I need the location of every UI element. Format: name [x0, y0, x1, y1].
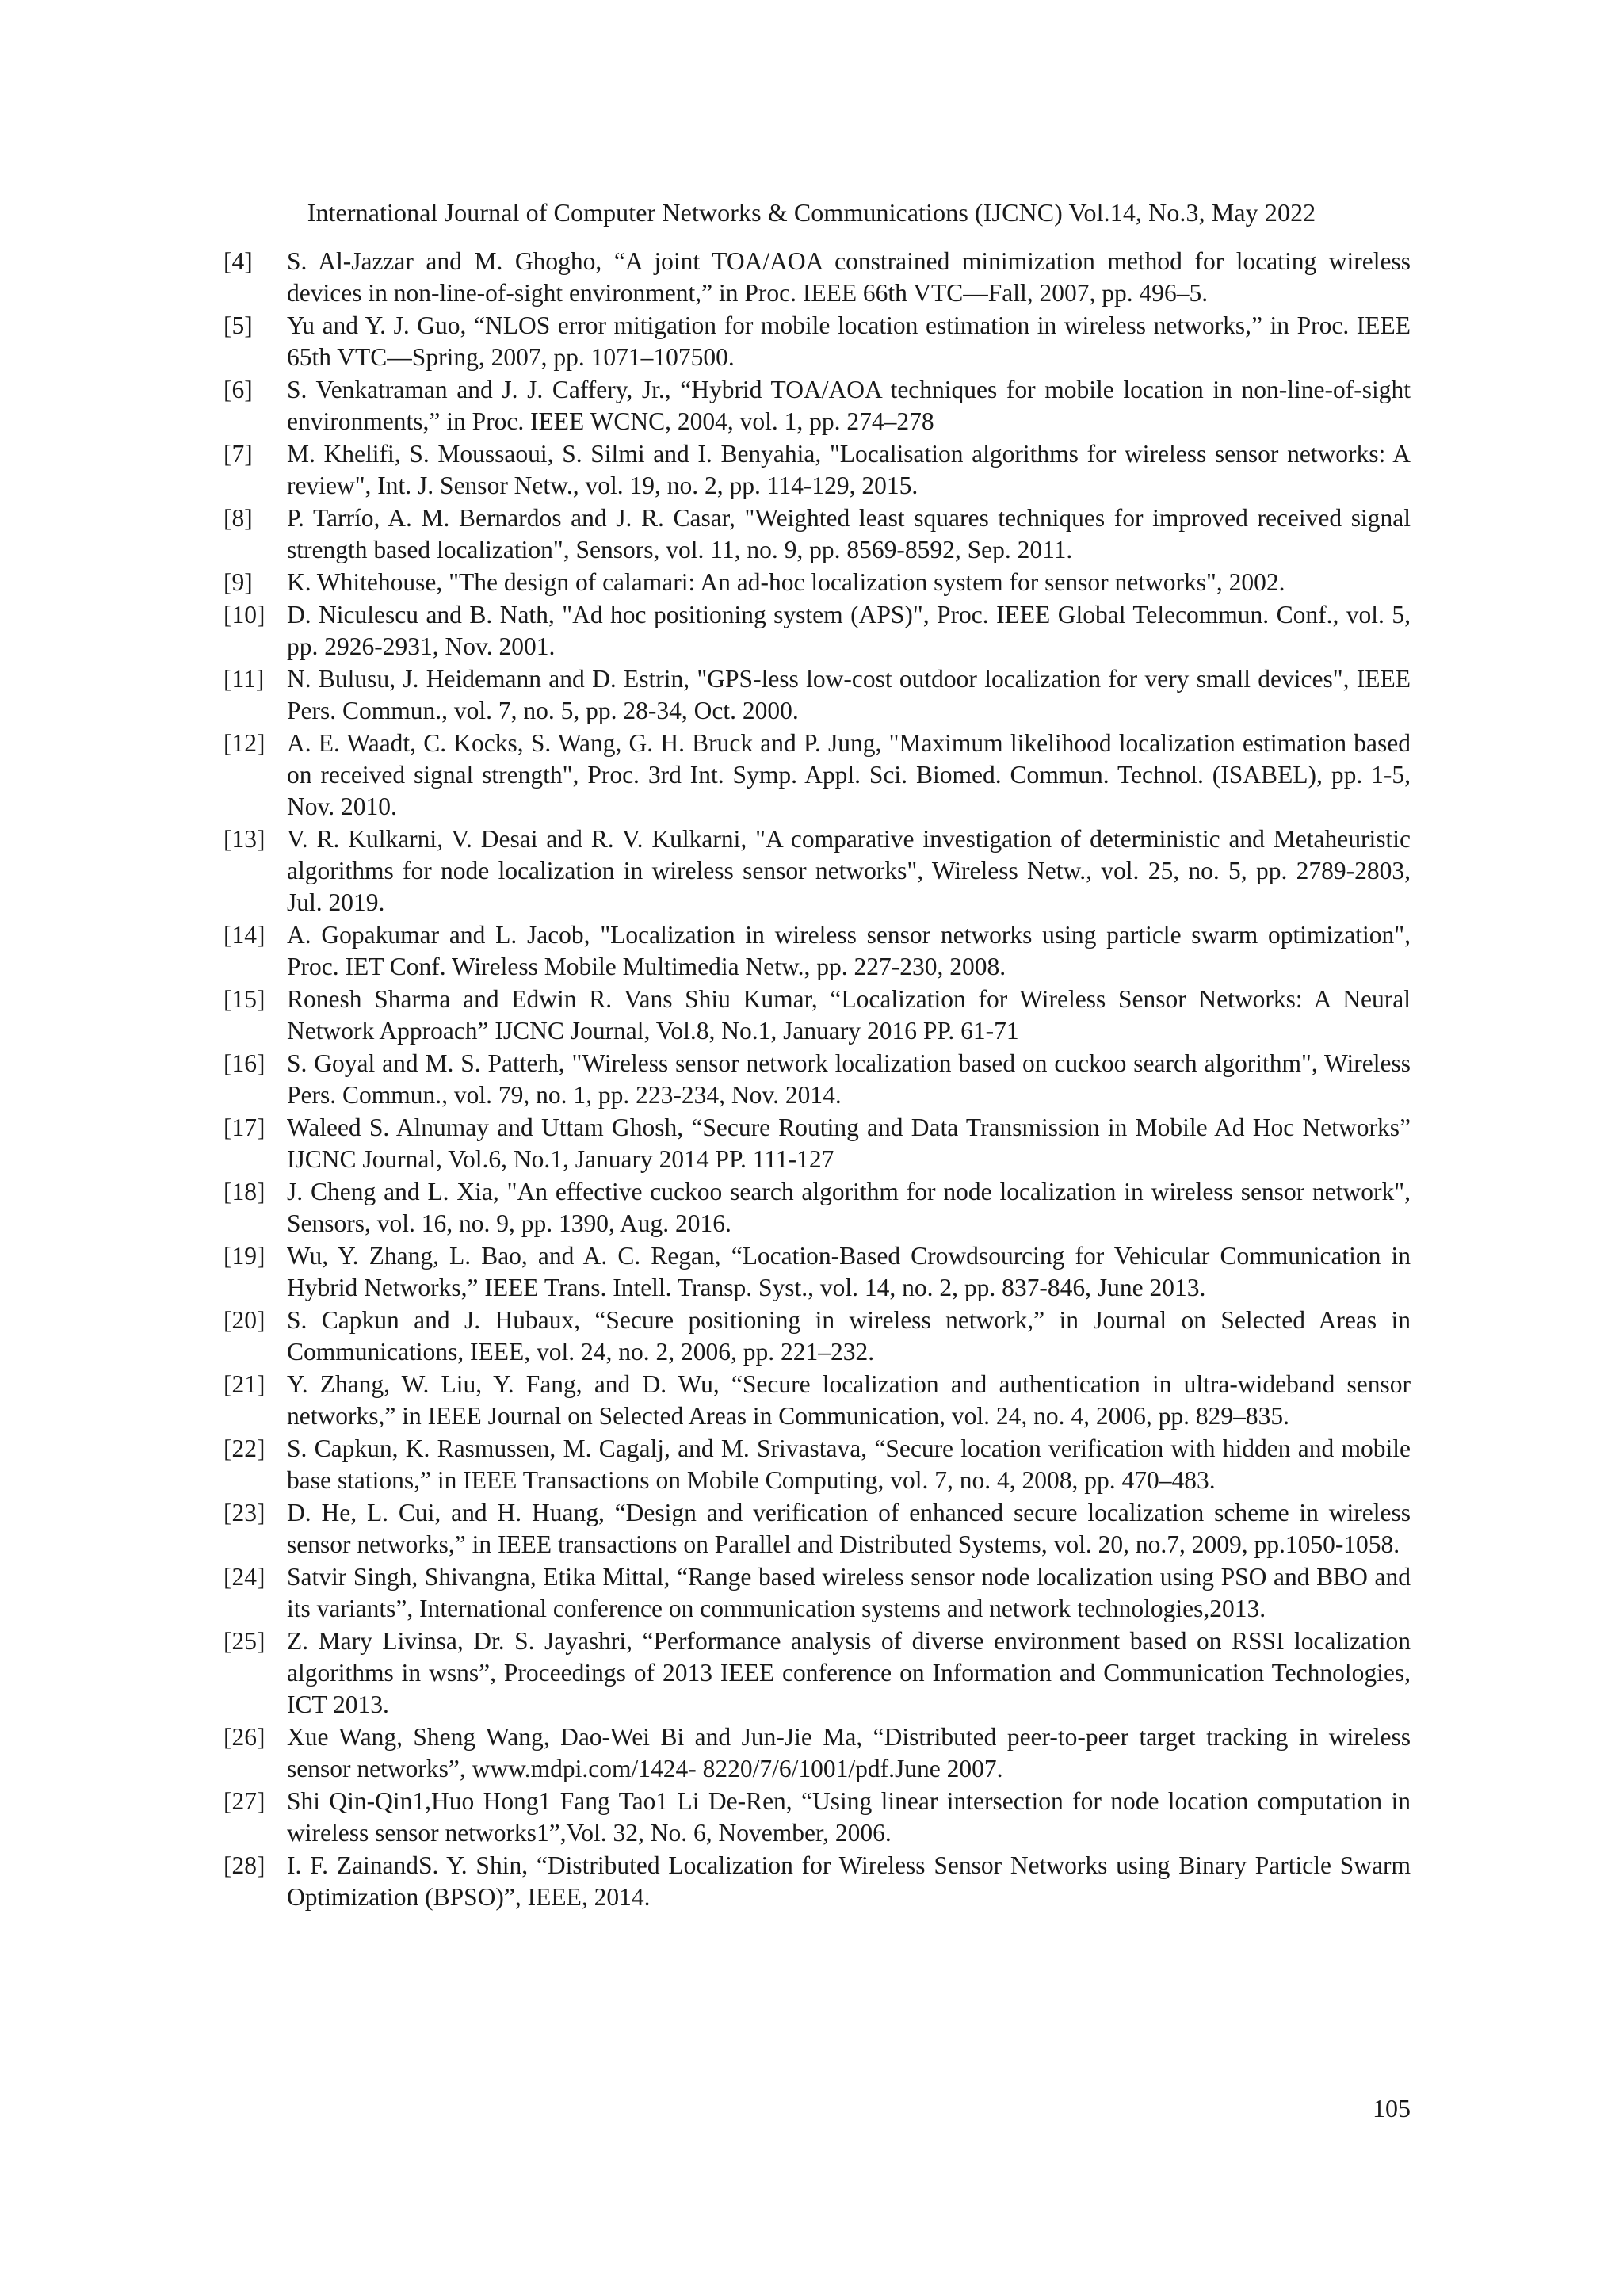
reference-text: V. R. Kulkarni, V. Desai and R. V. Kulkarni, "A comparative investigation of deterministic and Metaheuristic algorithms for node localization in wireless sensor networks", Wireless Netw., vol. 25, no. 5, pp. 2789-2803, Jul. 2019. — [287, 825, 1411, 916]
reference-text: D. He, L. Cui, and H. Huang, “Design and verification of enhanced secure localization scheme in wireless sensor networks,” in IEEE transactions on Parallel and Distributed Systems, vol. 20, no.7, 2009, pp.1050-1058. — [287, 1499, 1411, 1558]
reference-item — [223, 1626, 1411, 1721]
reference-item — [223, 1433, 1411, 1496]
reference-item — [223, 502, 1411, 566]
reference-item — [223, 1240, 1411, 1304]
reference-number: [9] — [223, 568, 253, 596]
reference-item — [223, 1112, 1411, 1175]
reference-text: Ronesh Sharma and Edwin R. Vans Shiu Kumar, “Localization for Wireless Sensor Networks: A Neural Network Approach” IJCNC Journal, Vol.8, No.1, January 2016 PP. 61-71 — [287, 985, 1411, 1045]
reference-item — [223, 1176, 1411, 1240]
reference-item — [223, 310, 1411, 373]
reference-text: S. Al-Jazzar and M. Ghogho, “A joint TOA/AOA constrained minimization method for locating wireless devices in non-line-of-sight environment,” in Proc. IEEE 66th VTC—Fall, 2007, pp. 496–5. — [287, 247, 1411, 307]
reference-number: [28] — [223, 1851, 265, 1879]
reference-number: [17] — [223, 1114, 265, 1141]
reference-item — [223, 1497, 1411, 1561]
reference-text: Satvir Singh, Shivangna, Etika Mittal, “Range based wireless sensor node localization using PSO and BBO and its variants”, International conference on communication systems and network technologies,2013. — [287, 1563, 1411, 1622]
reference-item — [223, 1721, 1411, 1785]
reference-item — [223, 1048, 1411, 1111]
reference-text: J. Cheng and L. Xia, "An effective cuckoo search algorithm for node localization in wireless sensor network", Sensors, vol. 16, no. 9, pp. 1390, Aug. 2016. — [287, 1178, 1411, 1237]
reference-number: [22] — [223, 1435, 265, 1462]
reference-text: Y. Zhang, W. Liu, Y. Fang, and D. Wu, “Secure localization and authentication in ultra-wideband sensor networks,” in IEEE Journal on Selected Areas in Communication, vol. 24, no. 4, 2006, pp. 829–835. — [287, 1370, 1411, 1430]
reference-number: [6] — [223, 376, 253, 403]
reference-number: [20] — [223, 1306, 265, 1334]
reference-text: S. Goyal and M. S. Patterh, "Wireless sensor network localization based on cuckoo search algorithm", Wireless Pers. Commun., vol. 79, no. 1, pp. 223-234, Nov. 2014. — [287, 1049, 1411, 1109]
reference-list — [223, 246, 1411, 1914]
reference-item — [223, 567, 1411, 598]
reference-item — [223, 1786, 1411, 1849]
reference-text: Yu and Y. J. Guo, “NLOS error mitigation for mobile location estimation in wireless networks,” in Proc. IEEE 65th VTC—Spring, 2007, pp. 1071–107500. — [287, 311, 1411, 371]
reference-number: [21] — [223, 1370, 265, 1398]
reference-item — [223, 1369, 1411, 1432]
reference-text: S. Capkun, K. Rasmussen, M. Cagalj, and M. Srivastava, “Secure location verification with hidden and mobile base stations,” in IEEE Transactions on Mobile Computing, vol. 7, no. 4, 2008, pp. 470–483. — [287, 1435, 1411, 1494]
reference-text: Shi Qin-Qin1,Huo Hong1 Fang Tao1 Li De-Ren, “Using linear intersection for node location computation in wireless sensor networks1”,Vol. 32, No. 6, November, 2006. — [287, 1787, 1411, 1847]
reference-item — [223, 1561, 1411, 1625]
reference-text: Waleed S. Alnumay and Uttam Ghosh, “Secure Routing and Data Transmission in Mobile Ad Hoc Networks” IJCNC Journal, Vol.6, No.1, January 2014 PP. 111-127 — [287, 1114, 1411, 1173]
reference-text: A. E. Waadt, C. Kocks, S. Wang, G. H. Bruck and P. Jung, "Maximum likelihood localization estimation based on received signal strength", Proc. 3rd Int. Symp. Appl. Sci. Biomed. Commun. Technol. (ISABEL), pp. 1-5, Nov. 2010. — [287, 729, 1411, 820]
reference-text: D. Niculescu and B. Nath, "Ad hoc positioning system (APS)", Proc. IEEE Global Telecommun. Conf., vol. 5, pp. 2926-2931, Nov. 2001. — [287, 601, 1411, 660]
reference-number: [23] — [223, 1499, 265, 1526]
reference-item — [223, 246, 1411, 309]
reference-item — [223, 728, 1411, 823]
reference-text: A. Gopakumar and L. Jacob, "Localization in wireless sensor networks using particle swarm optimization", Proc. IET Conf. Wireless Mobile Multimedia Netw., pp. 227-230, 2008. — [287, 921, 1411, 980]
reference-number: [8] — [223, 504, 253, 532]
reference-number: [18] — [223, 1178, 265, 1205]
reference-text: P. Tarrío, A. M. Bernardos and J. R. Casar, "Weighted least squares techniques for improved received signal strength based localization", Sensors, vol. 11, no. 9, pp. 8569-8592, Sep. 2011. — [287, 504, 1411, 563]
reference-item — [223, 438, 1411, 502]
reference-text: Wu, Y. Zhang, L. Bao, and A. C. Regan, “Location-Based Crowdsourcing for Vehicular Communication in Hybrid Networks,” IEEE Trans. Intell. Transp. Syst., vol. 14, no. 2, pp. 837-846, June 2013. — [287, 1242, 1411, 1301]
reference-item — [223, 984, 1411, 1047]
reference-number: [14] — [223, 921, 265, 949]
reference-number: [27] — [223, 1787, 265, 1815]
reference-item — [223, 1850, 1411, 1913]
reference-item — [223, 1305, 1411, 1368]
reference-item — [223, 663, 1411, 727]
reference-text: S. Capkun and J. Hubaux, “Secure positioning in wireless network,” in Journal on Selected Areas in Communications, IEEE, vol. 24, no. 2, 2006, pp. 221–232. — [287, 1306, 1411, 1366]
reference-text: Xue Wang, Sheng Wang, Dao-Wei Bi and Jun-Jie Ma, “Distributed peer-to-peer target tracking in wireless sensor networks”, www.mdpi.com/1424- 8220/7/6/1001/pdf.June 2007. — [287, 1723, 1411, 1782]
reference-number: [13] — [223, 825, 265, 853]
reference-text: I. F. ZainandS. Y. Shin, “Distributed Localization for Wireless Sensor Networks using Binary Particle Swarm Optimization (BPSO)”, IEEE, 2014. — [287, 1851, 1411, 1911]
reference-number: [12] — [223, 729, 265, 757]
reference-text: S. Venkatraman and J. J. Caffery, Jr., “Hybrid TOA/AOA techniques for mobile location in non-line-of-sight environments,” in Proc. IEEE WCNC, 2004, vol. 1, pp. 274–278 — [287, 376, 1411, 435]
reference-number: [24] — [223, 1563, 265, 1591]
reference-number: [16] — [223, 1049, 265, 1077]
reference-item — [223, 374, 1411, 437]
reference-number: [15] — [223, 985, 265, 1013]
reference-number: [4] — [223, 247, 253, 275]
reference-number: [19] — [223, 1242, 265, 1270]
reference-number: [25] — [223, 1627, 265, 1655]
running-header: International Journal of Computer Networks & Communications (IJCNC) Vol.14, No.3, May 2022 — [307, 198, 1316, 227]
reference-number: [7] — [223, 440, 253, 468]
reference-number: [11] — [223, 665, 265, 693]
reference-text: M. Khelifi, S. Moussaoui, S. Silmi and I. Benyahia, "Localisation algorithms for wireless sensor networks: A review", Int. J. Sensor Netw., vol. 19, no. 2, pp. 114-129, 2015. — [287, 440, 1411, 499]
reference-item — [223, 919, 1411, 983]
reference-item — [223, 599, 1411, 663]
reference-item — [223, 823, 1411, 919]
page-number: 105 — [1373, 2094, 1411, 2122]
reference-number: [26] — [223, 1723, 265, 1751]
reference-text: K. Whitehouse, "The design of calamari: An ad-hoc localization system for sensor networks", 2002. — [287, 568, 1285, 596]
reference-text: Z. Mary Livinsa, Dr. S. Jayashri, “Performance analysis of diverse environment based on RSSI localization algorithms in wsns”, Proceedings of 2013 IEEE conference on Information and Communication Technologies, ICT 2013. — [287, 1627, 1411, 1718]
reference-text: N. Bulusu, J. Heidemann and D. Estrin, "GPS-less low-cost outdoor localization for very small devices", IEEE Pers. Commun., vol. 7, no. 5, pp. 28-34, Oct. 2000. — [287, 665, 1411, 724]
reference-number: [10] — [223, 601, 265, 628]
reference-number: [5] — [223, 311, 253, 339]
